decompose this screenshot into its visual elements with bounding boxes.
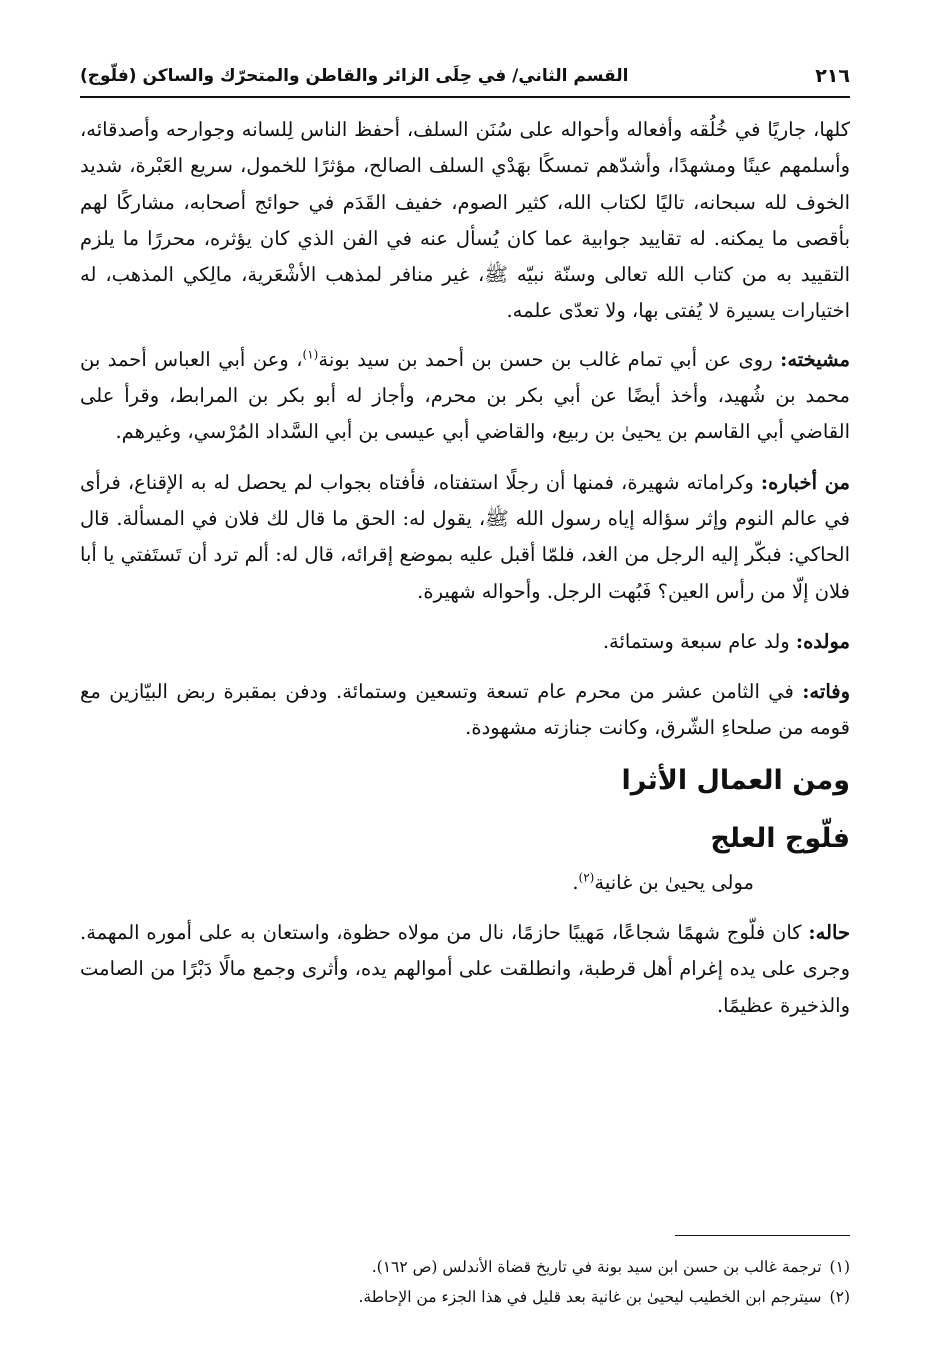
condition-text: كان فلّوج شهمًا شجاعًا، مَهيبًا حازمًا، نال من مولاه حظوة، واستعان به على أموره المهمة. وجرى على يده إغرام أهل قرطبة، وانطلقت على أموالهم يده، وأثرى وجمع مالًا دَبْرًا من الصامت والذخيرة عظيمًا. [80, 921, 850, 1017]
footnote-number-1: (١) [829, 1258, 850, 1276]
header-rule [80, 96, 850, 98]
teachers-term: مشيخته: [780, 347, 850, 371]
running-title: القسم الثاني/ في حِلَى الزائر والقاطن والمتحرّك والساكن (فلّوج) [80, 66, 629, 86]
teachers-text-a: روى عن أبي تمام غالب بن حسن بن أحمد بن سيد بونة [318, 347, 781, 371]
anecdotes-term: من أخباره: [760, 470, 850, 494]
page-number: ٢١٦ [815, 65, 850, 87]
footnote-ref-2[interactable]: (٢) [578, 870, 595, 885]
condition-term: حاله: [808, 921, 850, 945]
birth-paragraph [80, 624, 850, 660]
footnotes [80, 1252, 850, 1312]
footnote-2 [80, 1282, 850, 1312]
condition-paragraph [80, 915, 850, 1024]
body-text [80, 112, 850, 1038]
teachers-text-b: ، وعن أبي العباس أحمد بن محمد بن شُهيد، وأخذ أيضًا عن أبي بكر بن محرم، وأجاز له أبو بكر بن المرابط، وقرأ على القاضي أبي القاسم بن يحيىٰ بن ربيع، والقاضي أبي عيسى بن أبي السَّداد المُرْسي، وغيرهم. [80, 347, 850, 444]
death-term: وفاته: [802, 680, 850, 704]
teachers-paragraph [80, 342, 850, 451]
birth-term: مولده: [795, 629, 850, 653]
intro-paragraph: كلها، جاريًا في خُلُقه وأفعاله وأحواله على سُنَن السلف، أحفظ الناس لِلسانه وجوارحه وأصدقائه، وأسلمهم عينًا ومشهدًا، وأشدّهم تمسكًا بهَدْي السلف الصالح، مؤثرًا للخمول، سريع العَبْرة، شديد الخوف لله سبحانه، تاليًا لكتاب الله، كثير الصوم، خفيف القَدَم في حوائج أصحابه، مشاركًا لهم بأقصى ما يمكنه. له تقاييد جوابية عما كان يُسأل عنه في الفن الذي كان يؤثره، محررًا ما يلزم التقييد به من كتاب الله تعالى وسنّة نبيّه ﷺ، غير منافر لمذهب الأشْعَرية، مالِكي المذهب، له اختيارات يسيرة لا يُفتى بها، ولا تعدّى علمه. [80, 118, 850, 323]
footnote-rule [675, 1235, 850, 1236]
death-text: في الثامن عشر من محرم عام تسعة وتسعين وستمائة. ودفن بمقبرة ربض البيّازين مع قومه من صلحاءِ الشّرق، وكانت جنازته مشهودة. [80, 680, 850, 740]
client-line [80, 865, 850, 901]
footnote-text-1: ترجمة غالب بن حسن ابن سيد بونة في تاريخ قضاة الأندلس (ص ١٦٢). [371, 1258, 822, 1276]
anecdotes-text: وكراماته شهيرة، فمنها أن رجلًا استفتاه، فأفتاه بجواب لم يحصل له به الإقناع، فرأى في عالم النوم وإثر سؤاله إياه رسول الله ﷺ، يقول له: الحق ما قال لك فلان في المسألة. قال الحاكي: فبكّر إليه الرجل من الغد، فلمّا أقبل عليه بموضع إقرائه، قال له: ألم ترد أن تَستَفتي يا أبا فلان إلّا من رأس العين؟ فَبُهت الرجل. وأحواله شهيرة. [80, 470, 850, 603]
name-heading: فلّوج العلج [710, 822, 850, 854]
client-text: مولى يحيىٰ بن غانية [594, 870, 754, 894]
running-header [80, 58, 850, 94]
section-heading: ومن العمال الأثرا [621, 764, 850, 796]
anecdotes-paragraph [80, 465, 850, 610]
footnote-ref-1[interactable]: (١) [302, 347, 319, 362]
death-paragraph [80, 674, 850, 747]
client-end: . [572, 870, 579, 894]
footnote-text-2: سيترجم ابن الخطيب ليحيىٰ بن غانية بعد قليل في هذا الجزء من الإحاطة. [358, 1288, 822, 1306]
footnote-1 [80, 1252, 850, 1282]
birth-text: ولد عام سبعة وستمائة. [602, 629, 796, 653]
footnote-number-2: (٢) [829, 1288, 850, 1306]
